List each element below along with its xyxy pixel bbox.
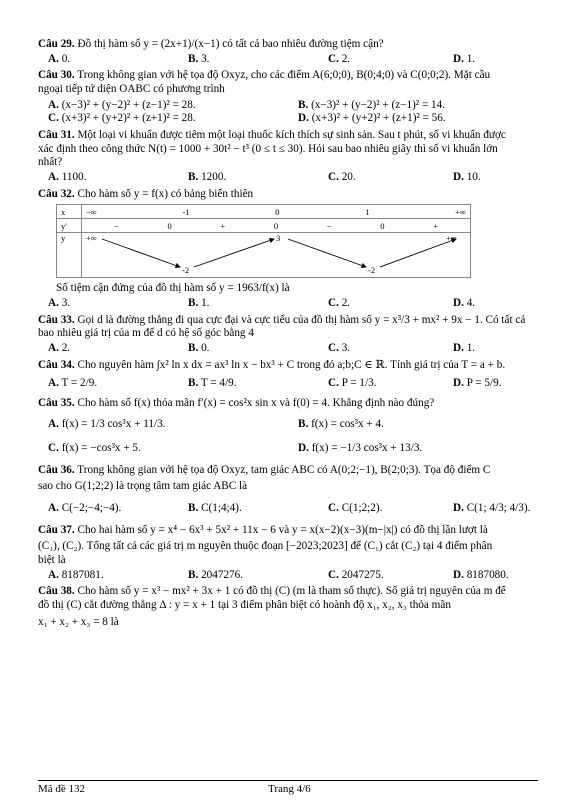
question-number: Câu 36. bbox=[38, 463, 75, 476]
option-c[interactable]: C. C(1;2;2). bbox=[328, 502, 383, 515]
answer-options bbox=[48, 171, 542, 185]
answer-options bbox=[48, 418, 542, 455]
y-value-3: 3 bbox=[276, 233, 281, 244]
question-37 bbox=[38, 524, 542, 583]
question-32 bbox=[38, 188, 542, 311]
question-subtext: Số tiệm cận đứng của đồ thị hàm số y = 1963/f(x) là bbox=[56, 282, 290, 295]
option-c[interactable]: C. 20. bbox=[328, 170, 356, 183]
question-number: Câu 29. bbox=[38, 38, 75, 50]
question-number: Câu 32. bbox=[38, 187, 75, 200]
question-text: Cho hàm số y = f(x) có bảng biến thiên bbox=[77, 187, 254, 200]
option-a[interactable]: A. f(x) = 1/3 cos³x + 11/3. bbox=[48, 418, 166, 431]
variation-table bbox=[56, 204, 471, 278]
option-d[interactable]: D. C(1; 4/3; 4/3). bbox=[453, 502, 531, 515]
option-b[interactable]: B. C(1;4;4). bbox=[188, 502, 242, 515]
option-d[interactable]: D. 8187080. bbox=[453, 568, 509, 581]
question-number: Câu 33. bbox=[38, 313, 75, 326]
row-label-x: x bbox=[57, 205, 82, 219]
option-d[interactable]: D. 10. bbox=[453, 170, 481, 183]
answer-options bbox=[48, 377, 542, 391]
question-text: Trong không gian với hệ tọa độ Oxyz, tam giác ABC có A(0;2;−1), B(2;0;3). Tọa độ điểm C bbox=[77, 463, 491, 476]
question-text-cont: ngoại tiếp tứ diện OABC có phương trình bbox=[38, 82, 225, 95]
option-a[interactable]: A. 3. bbox=[48, 296, 71, 309]
option-c[interactable]: C. 3. bbox=[328, 341, 351, 354]
question-text: Trong không gian với hệ tọa độ Oxyz, cho các điểm A(6;0;0), B(0;4;0) và C(0;0;2). Mặt cầu bbox=[77, 69, 491, 82]
option-a[interactable]: A. 2. bbox=[48, 341, 71, 354]
yprime-signs: − 0 + 0 − 0 + bbox=[114, 220, 438, 231]
option-d[interactable]: D. P = 5/9. bbox=[453, 377, 502, 390]
exam-page bbox=[38, 38, 542, 631]
row-label-yprime: y' bbox=[57, 219, 82, 233]
question-text: Cho hàm số f(x) thỏa mãn f′(x) = cos²x sin x và f(0) = 4. Khẳng định nào đúng? bbox=[77, 396, 435, 409]
answer-options bbox=[48, 569, 542, 583]
option-a[interactable]: A. 8187081. bbox=[48, 568, 104, 581]
option-a[interactable]: A. 1100. bbox=[48, 170, 87, 183]
option-c[interactable]: C. 2. bbox=[328, 52, 351, 65]
question-29 bbox=[38, 38, 542, 66]
option-b[interactable]: B. 1. bbox=[188, 296, 210, 309]
option-c[interactable]: C. P = 1/3. bbox=[328, 377, 377, 390]
question-text: Gọi d là đường thẳng đi qua cực đại và cực tiểu của đồ thị hàm số y = x³/3 + mx² + 9x − 1. Có tất cả bbox=[77, 313, 526, 326]
option-d[interactable]: D. 1. bbox=[453, 341, 476, 354]
exam-code: Mã đề 132 bbox=[38, 783, 86, 795]
option-c[interactable]: C. (x+3)² + (y+2)² + (z+1)² = 28. bbox=[48, 112, 196, 125]
question-31 bbox=[38, 129, 542, 185]
question-text-cont: biệt là bbox=[38, 554, 66, 567]
option-b[interactable]: B. 2047276. bbox=[188, 568, 244, 581]
y-value-4: -2 bbox=[368, 265, 376, 276]
question-text: Cho hai hàm số y = x⁴ − 6x³ + 5x² + 11x − 6 và y = x(x−2)(x−3)(m−|x|) có đồ thị lần lượt là bbox=[77, 523, 488, 536]
option-d[interactable]: D. f(x) = −1/3 cos³x + 13/3. bbox=[298, 442, 423, 455]
row-label-y: y bbox=[57, 233, 82, 278]
question-text: Cho nguyên hàm ∫x² ln x dx = ax³ ln x − bx³ + C trong đó a;b;C ∈ ℝ. Tính giá trị của T = a + b. bbox=[77, 358, 506, 371]
option-a[interactable]: A. C(−2;−4;−4). bbox=[48, 502, 122, 515]
y-value-1: +∞ bbox=[86, 233, 97, 244]
question-text: Đồ thị hàm số y = (2x+1)/(x−1) có tất cả bao nhiêu đường tiệm cận? bbox=[77, 38, 384, 50]
option-c[interactable]: C. 2. bbox=[328, 296, 351, 309]
question-number: Câu 38. bbox=[38, 585, 75, 598]
question-text-cont: nhất? bbox=[38, 156, 63, 169]
y-variation bbox=[82, 233, 471, 278]
question-34 bbox=[38, 359, 542, 391]
option-b[interactable]: B. 0. bbox=[188, 341, 210, 354]
option-b[interactable]: B. 1200. bbox=[188, 170, 227, 183]
question-number: Câu 37. bbox=[38, 523, 75, 536]
option-d[interactable]: D. 1. bbox=[453, 52, 476, 65]
question-38 bbox=[38, 585, 542, 629]
option-b[interactable]: B. 3. bbox=[188, 52, 210, 65]
option-b[interactable]: B. (x−3)² + (y−2)² + (z−1)² = 14. bbox=[298, 98, 446, 111]
y-value-2: -2 bbox=[182, 265, 190, 276]
question-text-cont: sao cho G(1;2;2) là trọng tâm tam giác ABC là bbox=[38, 480, 248, 493]
page-number: Trang 4/6 bbox=[268, 783, 311, 795]
option-a[interactable]: A. T = 2/9. bbox=[48, 377, 98, 390]
question-text: Cho hàm số y = x³ − mx² + 3x + 1 có đồ thị (C) (m là tham số thực). Số giá trị nguyên của m để bbox=[77, 585, 506, 598]
question-text-cont: (C₁), (C₂). Tổng tất cả các giá trị m nguyên thuộc đoạn [−2023;2023] để (C₁) cắt (C₂) tại 4 điểm phân bbox=[38, 540, 493, 553]
question-text-cont: đồ thị (C) cắt đường thẳng Δ : y = x + 1 tại 3 điểm phân biệt có hoành độ x₁, x₂, x₃ thỏa mãn bbox=[38, 599, 451, 612]
option-a[interactable]: A. (x−3)² + (y−2)² + (z−1)² = 28. bbox=[48, 98, 196, 111]
question-text: Một loại vi khuẩn được tiêm một loại thuốc kích thích sự sinh sản. Sau t phút, số vi khuẩn được bbox=[77, 128, 506, 141]
question-number: Câu 34. bbox=[38, 358, 75, 371]
option-a[interactable]: A. 0. bbox=[48, 52, 71, 65]
answer-options bbox=[48, 342, 542, 356]
y-value-5: +∞ bbox=[446, 233, 457, 244]
question-text-cont: xác định theo công thức N(t) = 1000 + 30t² − t³ (0 ≤ t ≤ 30). Hỏi sau bao nhiêu giây thì số vi khuẩn lớn bbox=[38, 142, 498, 155]
question-text-cont: bao nhiêu giá trị của m để d có hệ số góc bằng 4 bbox=[38, 327, 254, 340]
option-c[interactable]: C. f(x) = −cos³x + 5. bbox=[48, 442, 141, 455]
question-35 bbox=[38, 397, 542, 456]
option-b[interactable]: B. f(x) = cos³x + 4. bbox=[298, 418, 384, 431]
option-c[interactable]: C. 2047275. bbox=[328, 568, 384, 581]
question-36 bbox=[38, 464, 542, 516]
option-b[interactable]: B. T = 4/9. bbox=[188, 377, 237, 390]
question-number: Câu 30. bbox=[38, 69, 75, 82]
option-d[interactable]: D. 4. bbox=[453, 296, 476, 309]
page-footer bbox=[38, 780, 538, 796]
answer-options bbox=[48, 99, 542, 126]
option-d[interactable]: D. (x+3)² + (y+2)² + (z+1)² = 56. bbox=[298, 112, 446, 125]
answer-options bbox=[48, 502, 542, 516]
answer-options bbox=[48, 297, 542, 311]
answer-options bbox=[48, 53, 542, 67]
question-text-cont: x₁ + x₂ + x₃ = 8 là bbox=[38, 615, 119, 628]
x-values: −∞ -1 0 1 +∞ bbox=[86, 206, 466, 217]
question-number: Câu 31. bbox=[38, 128, 75, 141]
question-33 bbox=[38, 314, 542, 356]
question-30 bbox=[38, 69, 542, 126]
question-number: Câu 35. bbox=[38, 396, 75, 409]
